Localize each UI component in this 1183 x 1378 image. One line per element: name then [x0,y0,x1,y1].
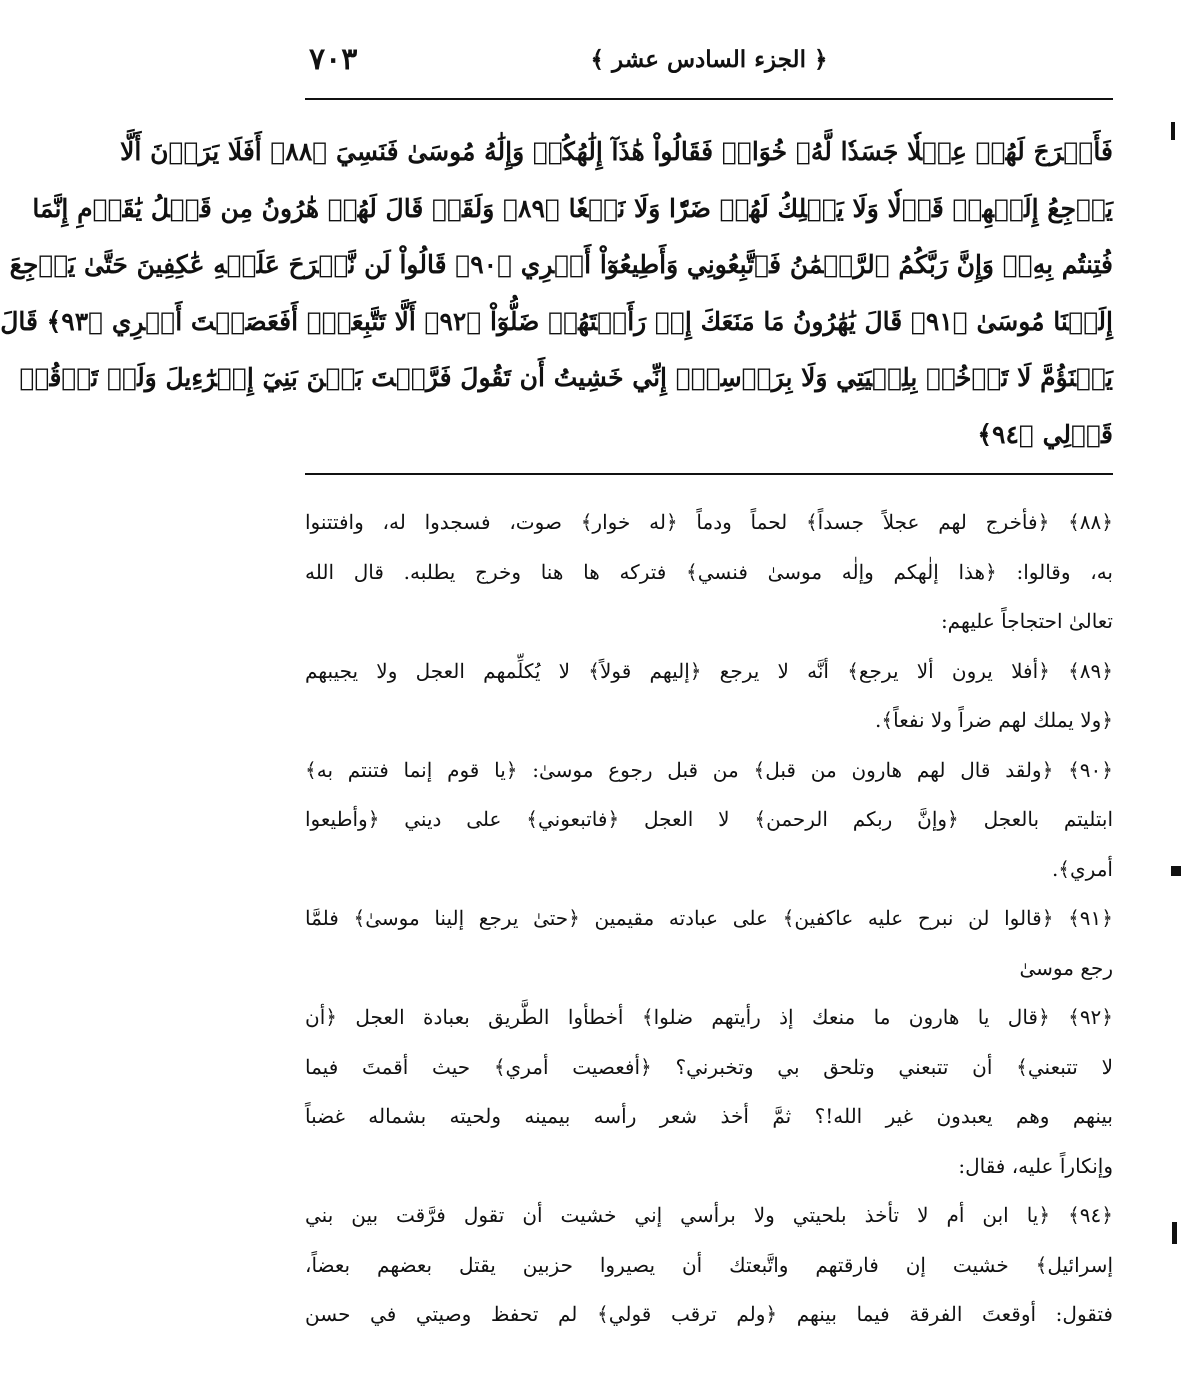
commentary-line: لا تتبعني﴾ أن تتبعني وتلحق بي وتخبرني؟ ﴿أفعصيت أمري﴾ حيث أقمتَ فيما [305,1054,1113,1079]
commentary-line: ﴿٨٨﴾ ﴿فأخرج لهم عجلاً جسداً﴾ لحماً ودماً ﴿له خوار﴾ صوت، فسجدوا له، وافتتنوا [305,510,1113,534]
section-divider [305,473,1113,475]
commentary-line: ﴿٩٠﴾ ﴿ولقد قال لهم هارون من قبل﴾ من قبل رجوع موسىٰ: ﴿يا قوم إنما فتنتم به﴾ [305,757,1113,782]
verse-line: يَبۡنَؤُمَّ لَا تَأۡخُذۡ بِلِحۡيَتِي وَلَا بِرَأۡسِيٓۖ إِنِّي خَشِيتُ أَن تَقُولَ فَرَّقۡتَ بَيۡنَ بَنِيٓ إِسۡرَٰٓءِيلَ وَلَمۡ تَرۡقُبۡ [19,363,1113,392]
scan-margin-mark [1171,866,1181,876]
commentary-line: إسرائيل﴾ خشيت إن فارقتهم واتَّبعتك أن يصيروا حزبين يقتل بعضهم بعضاً، [305,1252,1113,1277]
commentary-line: تعالىٰ احتجاجاً عليهم: [940,609,1113,633]
commentary-line: ﴿٩٢﴾ ﴿قال يا هارون ما منعك إذ رأيتهم ضلوا﴾ أخطأوا الطَّريق بعبادة العجل ﴿أن [305,1005,1114,1029]
verse-line: يَرۡجِعُ إِلَيۡهِمۡ قَوۡلٗا وَلَا يَمۡلِكُ لَهُمۡ ضَرّٗا وَلَا نَفۡعٗا ﴿٨٩﴾ وَلَقَدۡ قَالَ لَهُمۡ هَٰرُونُ مِن قَبۡلُ يَٰقَوۡمِ إِنَّمَا [32,193,1113,223]
page-number: ٧٠٣ [309,42,358,77]
commentary-line: ﴿٨٩﴾ ﴿أفلا يرون ألا يرجع﴾ أنَّه لا يرجع ﴿إليهم قولاً﴾ لا يُكلِّمهم العجل ولا يجيبهم [305,658,1113,683]
commentary-line: أمري﴾. [1051,856,1113,881]
commentary-line: ابتليتم بالعجل ﴿وإنَّ ربكم الرحمن﴾ لا العجل ﴿فاتبعوني﴾ على ديني ﴿وأطيعوا [305,807,1113,831]
page-header [305,40,1113,90]
commentary-line: رجع موسىٰ [1019,955,1113,980]
verse-line: فَأَخۡرَجَ لَهُمۡ عِجۡلٗا جَسَدٗا لَّهُۥ خُوَارٞ فَقَالُواْ هَٰذَآ إِلَٰهُكُمۡ وَإِلَٰهُ مُوسَىٰ فَنَسِيَ ﴿٨٨﴾ أَفَلَا يَرَوۡنَ أَلَّا [120,137,1113,166]
verse-line: قَوۡلِي ﴿٩٤﴾ [977,419,1113,449]
tafsir-commentary-block [305,498,1113,1340]
commentary-line: ﴿٩٤﴾ ﴿يا ابن أم لا تأخذ بلحيتي ولا برأسي إني خشيت أن تقول فرَّقت بين بني [305,1203,1113,1227]
scan-margin-mark [1172,1222,1177,1244]
commentary-line: بينهم وهم يعبدون غير الله!؟ ثمَّ أخذ شعر رأسه بيمينه ولحيته بشماله غضباً [305,1104,1113,1128]
quran-verses-block [0,124,1113,463]
commentary-line: به، وقالوا: ﴿هذا إلٰهكم وإلٰه موسىٰ فنسي﴾ فتركه ها هنا وخرج يطلبه. قال الله [305,559,1113,584]
verse-line: إِلَيۡنَا مُوسَىٰ ﴿٩١﴾ قَالَ يَٰهَٰرُونُ مَا مَنَعَكَ إِذۡ رَأَيۡتَهُمۡ ضَلُّوٓاْ ﴿٩٢﴾ أَلَّا تَتَّبِعَنِۖ أَفَعَصَيۡتَ أَمۡرِي ﴿٩٣﴾ قَالَ [0,306,1113,336]
running-title: ﴿ الجزء السادس عشر ﴾ [590,46,828,73]
verse-line: فُتِنتُم بِهِۦۖ وَإِنَّ رَبَّكُمُ ٱلرَّحۡمَٰنُ فَٱتَّبِعُونِي وَأَطِيعُوٓاْ أَمۡرِي ﴿٩٠﴾ قَالُواْ لَن نَّبۡرَحَ عَلَيۡهِ عَٰكِفِينَ حَتَّىٰ يَرۡجِعَ [9,250,1113,279]
commentary-line: ﴿ولا يملك لهم ضراً ولا نفعاً﴾. [875,708,1113,732]
scan-margin-mark [1171,122,1175,140]
header-rule [305,98,1113,100]
commentary-line: وإنكاراً عليه، فقال: [958,1153,1113,1178]
commentary-line: فتقول: أوقعتَ الفرقة فيما بينهم ﴿ولم ترقب قولي﴾ لم تحفظ وصيتي في حسن [305,1302,1113,1326]
commentary-line: ﴿٩١﴾ ﴿قالوا لن نبرح عليه عاكفين﴾ على عبادته مقيمين ﴿حتىٰ يرجع إلينا موسىٰ﴾ فلمَّا [305,906,1113,930]
